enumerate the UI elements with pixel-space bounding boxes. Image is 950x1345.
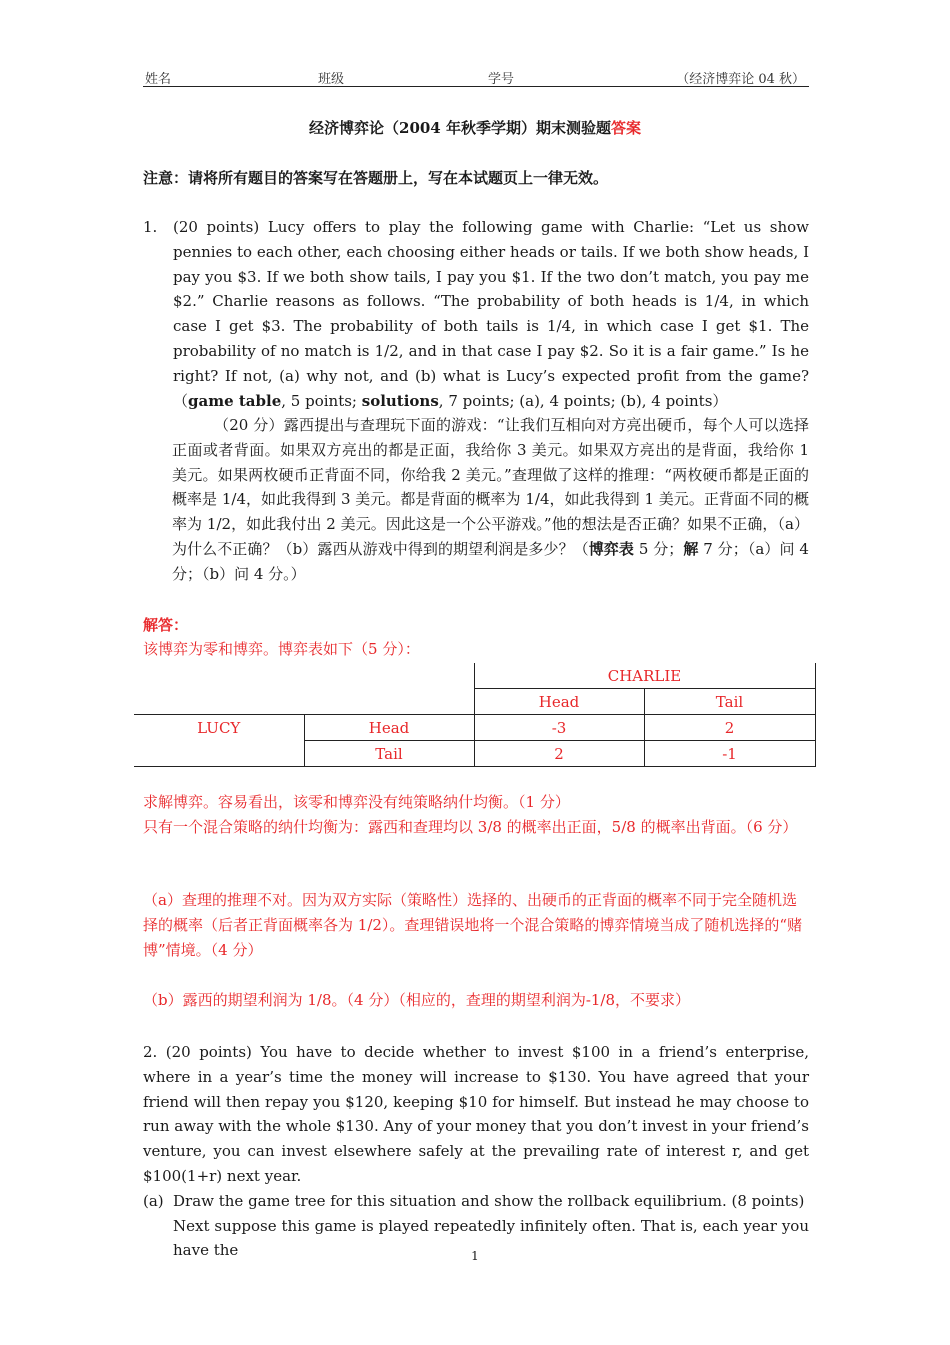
question-1-chinese <box>172 413 809 587</box>
header-student-id: 学号 <box>488 72 515 87</box>
answer-label: 解答： <box>143 616 189 634</box>
q1-cn-bold-table: 博弈表 <box>588 539 634 558</box>
game-table <box>134 663 816 767</box>
row-header-tail: Tail <box>304 741 474 767</box>
payoff-head-head: -3 <box>474 715 644 741</box>
q1-text-3: , 7 points; (a), 4 points; (b), 4 points） <box>438 391 728 410</box>
question-2 <box>143 1040 809 1263</box>
question-2-part-a-label: (a) <box>143 1191 164 1210</box>
question-1 <box>143 215 809 413</box>
exam-notice: 注意：请将所有题目的答案写在答题册上，写在本试题页上一律无效。 <box>143 169 609 187</box>
table-empty-cell <box>134 663 304 689</box>
solution-line-1: 求解博弈。容易看出，该零和博弈没有纯策略纳什均衡。（1 分） <box>143 793 570 811</box>
answer-part-b: （b）露西的期望利润为 1/8。（4 分）（相应的，查理的期望利润为-1/8，不要求） <box>143 991 691 1009</box>
table-row <box>134 741 815 767</box>
table-empty-cell <box>134 689 304 715</box>
table-empty-cell <box>304 663 474 689</box>
col-header-tail: Tail <box>644 689 815 715</box>
q1-text-2: , 5 points; <box>281 391 362 410</box>
table-row <box>134 689 815 715</box>
header-course: （经济博弈论 04 秋） <box>676 72 805 87</box>
q1-cn-bold-solution: 解 <box>683 539 699 558</box>
question-2-continuation: Next suppose this game is played repeatedly infinitely often. That is, each year you have the <box>173 1216 809 1260</box>
question-1-english <box>173 215 809 413</box>
payoff-tail-head: 2 <box>474 741 644 767</box>
payoff-head-tail: 2 <box>644 715 815 741</box>
page-number: 1 <box>471 1249 479 1263</box>
row-header-head: Head <box>304 715 474 741</box>
answer-intro: 该博弈为零和博弈。博弈表如下（5 分）： <box>143 640 420 658</box>
q1-cn-1: （20 分）露西提出与查理玩下面的游戏：“让我们互相向对方亮出硬币，每个人可以选择正面或者背面。如果双方亮出的都是正面，我给你 3 美元。如果双方亮出的是背面，我给你 1 美元。如果两枚硬币正背面不同，你给我 2 美元。”查理做了这样的推理：“两枚硬币都是正面的概率是 1/4，如此我得到 3 美元。都是背面的概率为 1/4，如此我得到 1 美元。正背面不同的概率为 1/2，如此我付出 2 美元。因此这是一个公平游戏。”他的想法是否正确？如果不正确，（a）为什么不正确？（b）露西从游戏中得到的期望利润是多少？（ <box>172 416 809 558</box>
title-answer: 答案 <box>610 119 641 137</box>
question-2-text: 2. (20 points) You have to decide whether to invest $100 in a friend’s enterprise, where in a year’s time the money will increase to $130. You have agreed that your friend will then repay you $120, keeping $10 for himself. But instead he may choose to run away with the whole $130. Any of your money that you don’t invest in your friend’s venture, you can invest elsewhere safely at the prevailing rate of interest r, and get $100(1+r) next year. <box>143 1043 809 1185</box>
q1-text-1: (20 points) Lucy offers to play the following game with Charlie: “Let us show pennies to each other, each choosing either heads or tails. If we both show heads, I pay you $3. If we both show tails, I pay you $1. If the two don’t match, you pay me $2.” Charlie reasons as follows. “The probability of both heads is 1/4, in which case I get $3. The probability of both tails is 1/4, in which case I get $1. The probability of no match is 1/2, and in that case I pay $2. So it is a fair game.” Is he right? If not, (a) why not, and (b) what is Lucy’s expected profit from the game?（ <box>173 218 809 410</box>
header-class: 班级 <box>318 72 345 87</box>
page-header <box>143 66 809 87</box>
table-empty-cell <box>304 689 474 715</box>
row-player-label: LUCY <box>134 715 304 741</box>
col-player-label: CHARLIE <box>474 663 815 689</box>
q1-cn-2: 5 分； <box>633 539 684 558</box>
page-title <box>0 117 950 138</box>
title-main: 经济博弈论（2004 年秋季学期）期末测验题 <box>309 119 611 137</box>
answer-part-a: （a）查理的推理不对。因为双方实际（策略性）选择的、出硬币的正背面的概率不同于完全随机选择的概率（后者正背面概率各为 1/2）。查理错误地将一个混合策略的博弈情境当成了随机选择的“赌博”情境。（4 分） <box>143 891 803 959</box>
table-empty-cell <box>134 741 304 767</box>
q1-cn-3: 7 分；（a）问 4 分；（b）问 4 分。） <box>172 539 809 583</box>
question-2-part-a-text: Draw the game tree for this situation and show the rollback equilibrium. (8 points) <box>173 1191 805 1210</box>
solution-line-2: 只有一个混合策略的纳什均衡为：露西和查理均以 3/8 的概率出正面，5/8 的概率出背面。（6 分） <box>143 817 798 836</box>
table-row <box>134 663 815 689</box>
q1-bold-game-table: game table <box>188 391 282 410</box>
payoff-tail-tail: -1 <box>644 741 815 767</box>
solution-paragraph <box>143 790 809 840</box>
col-header-head: Head <box>474 689 644 715</box>
q1-bold-solutions: solutions <box>361 391 439 410</box>
table-row <box>134 715 815 741</box>
question-2-part-a <box>143 1189 809 1214</box>
question-1-number: 1. <box>143 218 158 236</box>
header-name: 姓名 <box>145 72 172 87</box>
